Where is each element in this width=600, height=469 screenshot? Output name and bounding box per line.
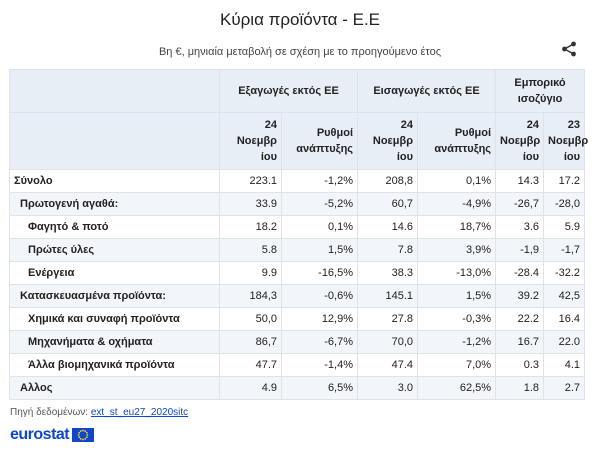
- table-cell: 86,7: [220, 331, 282, 354]
- table-cell: -1,2%: [282, 170, 358, 193]
- table-cell: -13,0%: [418, 262, 496, 285]
- table-row: [10, 262, 585, 285]
- group-header-exports: Εξαγωγές εκτός ΕΕ: [220, 70, 358, 113]
- table-cell: 60,7: [358, 193, 418, 216]
- table-cell: 3,9%: [418, 239, 496, 262]
- eu-flag-icon: [72, 428, 94, 442]
- table-row: [10, 331, 585, 354]
- subheader-imports-value: 24 Νοεμβρ ίου: [358, 113, 418, 170]
- subheader-balance-24: 24 Νοεμβρ ίου: [496, 113, 544, 170]
- table-cell: 3.0: [358, 377, 418, 400]
- group-header-imports: Εισαγωγές εκτός ΕΕ: [358, 70, 496, 113]
- table-cell: 47.4: [358, 354, 418, 377]
- table-cell: -0,3%: [418, 308, 496, 331]
- table-cell: 17.2: [544, 170, 585, 193]
- table-cell: 0.3: [496, 354, 544, 377]
- table-cell: 18.2: [220, 216, 282, 239]
- table-cell: 223.1: [220, 170, 282, 193]
- row-label: Πρώτες ύλες: [10, 239, 220, 262]
- table-cell: 9.9: [220, 262, 282, 285]
- source-link[interactable]: ext_st_eu27_2020sitc: [90, 407, 189, 418]
- logo-text: eurostat: [10, 426, 70, 443]
- row-label: Χημικά και συναφή προϊόντα: [10, 308, 220, 331]
- page-title: Κύρια προϊόντα - Ε.Ε: [219, 10, 381, 29]
- table-row: [10, 285, 585, 308]
- table-cell: -1,4%: [282, 354, 358, 377]
- table-cell: 1,5%: [282, 239, 358, 262]
- table-cell: 42,5: [544, 285, 585, 308]
- table-cell: 0,1%: [418, 170, 496, 193]
- table-cell: -0,6%: [282, 285, 358, 308]
- table-cell: 14.6: [358, 216, 418, 239]
- table-cell: 27.8: [358, 308, 418, 331]
- table-cell: 14.3: [496, 170, 544, 193]
- table-cell: -26,7: [496, 193, 544, 216]
- table-cell: 16.4: [544, 308, 585, 331]
- table-cell: 16.7: [496, 331, 544, 354]
- table-cell: 47.7: [220, 354, 282, 377]
- table-cell: 2.7: [544, 377, 585, 400]
- eurostat-logo[interactable]: [10, 426, 94, 444]
- table-cell: 0,1%: [282, 216, 358, 239]
- row-label: Αλλος: [10, 377, 220, 400]
- table-row: [10, 377, 585, 400]
- corner-cell-sub: [10, 113, 220, 170]
- table-cell: 5.8: [220, 239, 282, 262]
- table-cell: 3.6: [496, 216, 544, 239]
- table-cell: 1,5%: [418, 285, 496, 308]
- table-cell: 208,8: [358, 170, 418, 193]
- table-cell: -1,2%: [418, 331, 496, 354]
- table-cell: -1,7: [544, 239, 585, 262]
- table-cell: 6,5%: [282, 377, 358, 400]
- source-label: Πηγή δεδομένων:: [10, 407, 89, 418]
- row-label: Άλλα βιομηχανικά προϊόντα: [10, 354, 220, 377]
- table-row: [10, 239, 585, 262]
- table-cell: 7.8: [358, 239, 418, 262]
- table-cell: 39.2: [496, 285, 544, 308]
- row-label: Κατασκευασμένα προϊόντα:: [10, 285, 220, 308]
- subheader-exports-growth: Ρυθμοί ανάπτυξης: [282, 113, 358, 170]
- table-cell: 62,5%: [418, 377, 496, 400]
- table-cell: -5,2%: [282, 193, 358, 216]
- table-cell: 12,9%: [282, 308, 358, 331]
- table-cell: 33.9: [220, 193, 282, 216]
- row-label: Πρωτογενή αγαθά:: [10, 193, 220, 216]
- page-subtitle: Βη €, μηνιαία μεταβολή σε σχέση με το προηγούμενο έτος: [158, 46, 442, 58]
- table-row: [10, 170, 585, 193]
- row-label: Ενέργεια: [10, 262, 220, 285]
- share-icon[interactable]: [561, 41, 577, 57]
- table-cell: 18,7%: [418, 216, 496, 239]
- subheader-exports-value: 24 Νοεμβρ ίου: [220, 113, 282, 170]
- row-label: Φαγητό & ποτό: [10, 216, 220, 239]
- table-cell: 5.9: [544, 216, 585, 239]
- table-row: [10, 216, 585, 239]
- table-cell: 4.9: [220, 377, 282, 400]
- table-row: [10, 308, 585, 331]
- table-cell: -16,5%: [282, 262, 358, 285]
- group-header-balance: Εμπορικό ισοζύγιο: [496, 70, 585, 113]
- table-cell: 22.0: [544, 331, 585, 354]
- table-cell: 4.1: [544, 354, 585, 377]
- table-cell: -32.2: [544, 262, 585, 285]
- row-label: Μηχανήματα & οχήματα: [10, 331, 220, 354]
- table-cell: 145.1: [358, 285, 418, 308]
- table-cell: -28.4: [496, 262, 544, 285]
- row-label: Σύνολο: [10, 170, 220, 193]
- table-cell: 7,0%: [418, 354, 496, 377]
- table-body: [10, 170, 585, 400]
- products-table: [9, 69, 589, 400]
- table-cell: -6,7%: [282, 331, 358, 354]
- table-cell: 70,0: [358, 331, 418, 354]
- table-cell: 1.8: [496, 377, 544, 400]
- data-source: [10, 407, 188, 418]
- table-row: [10, 354, 585, 377]
- table-cell: -4,9%: [418, 193, 496, 216]
- subheader-balance-23: 23 Νοεμβρ ίου: [544, 113, 585, 170]
- table-cell: -1,9: [496, 239, 544, 262]
- table-cell: 38.3: [358, 262, 418, 285]
- table-cell: -28,0: [544, 193, 585, 216]
- table-cell: 184,3: [220, 285, 282, 308]
- table-row: [10, 193, 585, 216]
- corner-cell: [10, 70, 220, 113]
- subheader-imports-growth: Ρυθμοί ανάπτυξης: [418, 113, 496, 170]
- table-cell: 50,0: [220, 308, 282, 331]
- table-cell: 22.2: [496, 308, 544, 331]
